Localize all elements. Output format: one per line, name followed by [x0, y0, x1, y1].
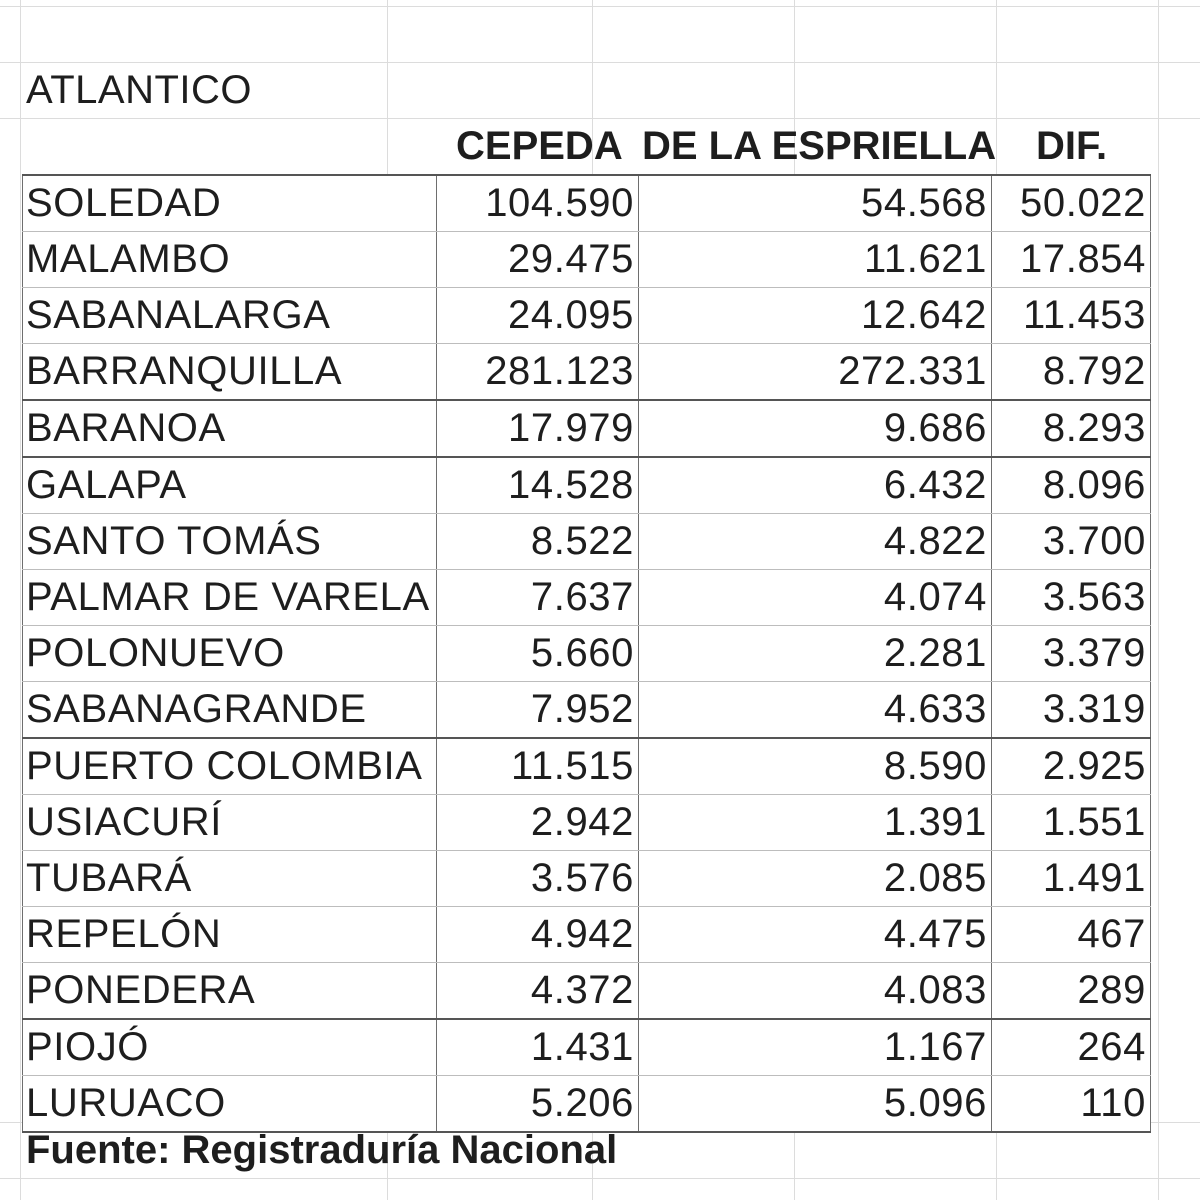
- cell-espriella[interactable]: 272.331: [639, 344, 992, 401]
- cell-municipio[interactable]: PALMAR DE VARELA: [23, 570, 437, 626]
- cell-dif[interactable]: 11.453: [992, 288, 1151, 344]
- results-table-container: [22, 174, 1150, 1133]
- cell-cepeda[interactable]: 5.206: [437, 1076, 639, 1133]
- cell-dif[interactable]: 467: [992, 907, 1151, 963]
- table-row: [23, 907, 1151, 963]
- cell-dif[interactable]: 1.551: [992, 795, 1151, 851]
- cell-municipio[interactable]: PUERTO COLOMBIA: [23, 738, 437, 795]
- table-row: [23, 288, 1151, 344]
- cell-dif[interactable]: 8.096: [992, 457, 1151, 514]
- cell-dif[interactable]: 3.319: [992, 682, 1151, 739]
- cell-municipio[interactable]: PIOJÓ: [23, 1019, 437, 1076]
- cell-espriella[interactable]: 54.568: [639, 175, 992, 232]
- cell-dif[interactable]: 3.700: [992, 514, 1151, 570]
- cell-espriella[interactable]: 2.085: [639, 851, 992, 907]
- table-row: [23, 795, 1151, 851]
- cell-municipio[interactable]: GALAPA: [23, 457, 437, 514]
- table-row: [23, 344, 1151, 401]
- cell-cepeda[interactable]: 14.528: [437, 457, 639, 514]
- cell-espriella[interactable]: 11.621: [639, 232, 992, 288]
- cell-dif[interactable]: 3.379: [992, 626, 1151, 682]
- cell-municipio[interactable]: MALAMBO: [23, 232, 437, 288]
- cell-municipio[interactable]: REPELÓN: [23, 907, 437, 963]
- table-row: [23, 457, 1151, 514]
- table-row: [23, 1019, 1151, 1076]
- cell-cepeda[interactable]: 8.522: [437, 514, 639, 570]
- cell-cepeda[interactable]: 104.590: [437, 175, 639, 232]
- cell-espriella[interactable]: 4.475: [639, 907, 992, 963]
- cell-dif[interactable]: 8.792: [992, 344, 1151, 401]
- cell-espriella[interactable]: 8.590: [639, 738, 992, 795]
- results-table: [22, 174, 1151, 1133]
- cell-espriella[interactable]: 4.083: [639, 963, 992, 1020]
- cell-dif[interactable]: 8.293: [992, 400, 1151, 457]
- table-row: [23, 963, 1151, 1020]
- cell-municipio[interactable]: BARANOA: [23, 400, 437, 457]
- cell-cepeda[interactable]: 17.979: [437, 400, 639, 457]
- grid-row-line: [0, 1178, 1200, 1179]
- cell-espriella[interactable]: 4.074: [639, 570, 992, 626]
- cell-cepeda[interactable]: 281.123: [437, 344, 639, 401]
- column-header-dif[interactable]: DIF.: [1036, 124, 1108, 168]
- cell-municipio[interactable]: SABANAGRANDE: [23, 682, 437, 739]
- cell-dif[interactable]: 1.491: [992, 851, 1151, 907]
- cell-espriella[interactable]: 4.633: [639, 682, 992, 739]
- cell-cepeda[interactable]: 4.942: [437, 907, 639, 963]
- table-row: [23, 626, 1151, 682]
- cell-espriella[interactable]: 1.167: [639, 1019, 992, 1076]
- cell-cepeda[interactable]: 2.942: [437, 795, 639, 851]
- cell-espriella[interactable]: 5.096: [639, 1076, 992, 1133]
- cell-espriella[interactable]: 2.281: [639, 626, 992, 682]
- sheet-title[interactable]: ATLANTICO: [26, 68, 253, 112]
- cell-espriella[interactable]: 4.822: [639, 514, 992, 570]
- grid-column-line: [1158, 0, 1159, 1200]
- cell-cepeda[interactable]: 7.952: [437, 682, 639, 739]
- column-header-espriella[interactable]: DE LA ESPRIELLA: [642, 124, 997, 168]
- cell-dif[interactable]: 110: [992, 1076, 1151, 1133]
- cell-dif[interactable]: 50.022: [992, 175, 1151, 232]
- column-header-cepeda[interactable]: CEPEDA: [456, 124, 623, 168]
- cell-cepeda[interactable]: 24.095: [437, 288, 639, 344]
- cell-cepeda[interactable]: 11.515: [437, 738, 639, 795]
- cell-cepeda[interactable]: 4.372: [437, 963, 639, 1020]
- table-row: [23, 570, 1151, 626]
- cell-espriella[interactable]: 9.686: [639, 400, 992, 457]
- table-row: [23, 514, 1151, 570]
- cell-cepeda[interactable]: 1.431: [437, 1019, 639, 1076]
- grid-column-line: [20, 0, 21, 1200]
- cell-municipio[interactable]: TUBARÁ: [23, 851, 437, 907]
- cell-municipio[interactable]: POLONUEVO: [23, 626, 437, 682]
- grid-row-line: [0, 6, 1200, 7]
- table-row: [23, 738, 1151, 795]
- cell-municipio[interactable]: LURUACO: [23, 1076, 437, 1133]
- table-row: [23, 682, 1151, 739]
- cell-cepeda[interactable]: 5.660: [437, 626, 639, 682]
- cell-dif[interactable]: 289: [992, 963, 1151, 1020]
- table-row: [23, 400, 1151, 457]
- cell-dif[interactable]: 17.854: [992, 232, 1151, 288]
- table-row: [23, 232, 1151, 288]
- source-note[interactable]: Fuente: Registraduría Nacional: [26, 1128, 618, 1172]
- cell-municipio[interactable]: USIACURÍ: [23, 795, 437, 851]
- table-row: [23, 175, 1151, 232]
- cell-municipio[interactable]: PONEDERA: [23, 963, 437, 1020]
- cell-municipio[interactable]: BARRANQUILLA: [23, 344, 437, 401]
- cell-cepeda[interactable]: 7.637: [437, 570, 639, 626]
- cell-municipio[interactable]: SANTO TOMÁS: [23, 514, 437, 570]
- cell-dif[interactable]: 2.925: [992, 738, 1151, 795]
- cell-espriella[interactable]: 6.432: [639, 457, 992, 514]
- cell-dif[interactable]: 264: [992, 1019, 1151, 1076]
- table-row: [23, 851, 1151, 907]
- cell-municipio[interactable]: SABANALARGA: [23, 288, 437, 344]
- cell-dif[interactable]: 3.563: [992, 570, 1151, 626]
- cell-municipio[interactable]: SOLEDAD: [23, 175, 437, 232]
- cell-cepeda[interactable]: 3.576: [437, 851, 639, 907]
- cell-espriella[interactable]: 1.391: [639, 795, 992, 851]
- cell-espriella[interactable]: 12.642: [639, 288, 992, 344]
- cell-cepeda[interactable]: 29.475: [437, 232, 639, 288]
